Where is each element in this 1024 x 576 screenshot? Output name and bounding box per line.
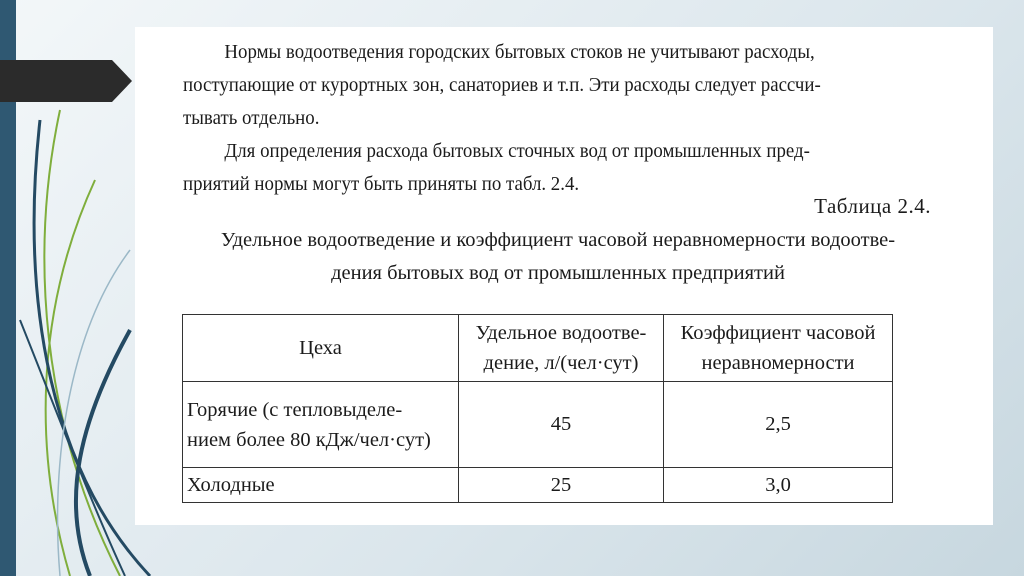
swirl-green-1	[44, 110, 120, 576]
header-shops	[183, 315, 459, 382]
paragraph-2-line-1: Для определения расхода бытовых сточных вод от промышленных пред-	[224, 140, 810, 162]
cell-coef: 2,5	[664, 382, 893, 468]
cell-coef: 3,0	[664, 468, 893, 503]
header-norm	[459, 315, 664, 382]
cell-shop	[183, 382, 459, 468]
cell-shop-line-2: нием более 80 кДж/чел·сут)	[187, 428, 431, 451]
header-coef-line-1: Коэффициент часовой	[680, 322, 876, 344]
table-title-line-1: Удельное водоотведение и коэффициент часовой неравномерности водоотве-	[220, 229, 896, 251]
table-row	[183, 382, 893, 468]
table-header-row	[183, 315, 893, 382]
cell-shop-line-1: Холодные	[187, 474, 275, 496]
paragraph-1-line-2: поступающие от курортных зон, санаториев и т.п. Эти расходы следует рассчи-	[183, 74, 821, 96]
table-reference: Таблица 2.4.	[814, 194, 931, 218]
table-row	[183, 468, 893, 503]
paragraph-2	[183, 135, 871, 201]
cell-norm: 25	[459, 468, 664, 503]
header-shops-label: Цеха	[299, 337, 342, 359]
table-title-line-2: дения бытовых вод от промышленных предприятий	[331, 262, 785, 284]
document-text	[183, 36, 871, 201]
table-title	[183, 224, 933, 290]
header-coef	[664, 315, 893, 382]
paragraph-1	[183, 36, 871, 135]
header-norm-line-1: Удельное водоотве-	[475, 322, 647, 344]
paragraph-2-line-2: приятий нормы могут быть приняты по табл. 2.4.	[183, 173, 580, 195]
arrow-tab	[0, 60, 132, 102]
cell-norm: 45	[459, 382, 664, 468]
paragraph-1-line-3: тывать отдельно.	[183, 107, 320, 129]
header-norm-line-2: дение, л/(чел·сут)	[483, 352, 639, 374]
header-coef-line-2: неравномерности	[701, 352, 855, 374]
cell-shop-line-1: Горячие (с тепловыделе-	[187, 398, 403, 421]
cell-shop	[183, 468, 459, 503]
paragraph-1-line-1: Нормы водоотведения городских бытовых стоков не учитывают расходы,	[224, 41, 815, 63]
swirl-green-2	[46, 180, 95, 576]
data-table	[182, 314, 893, 503]
